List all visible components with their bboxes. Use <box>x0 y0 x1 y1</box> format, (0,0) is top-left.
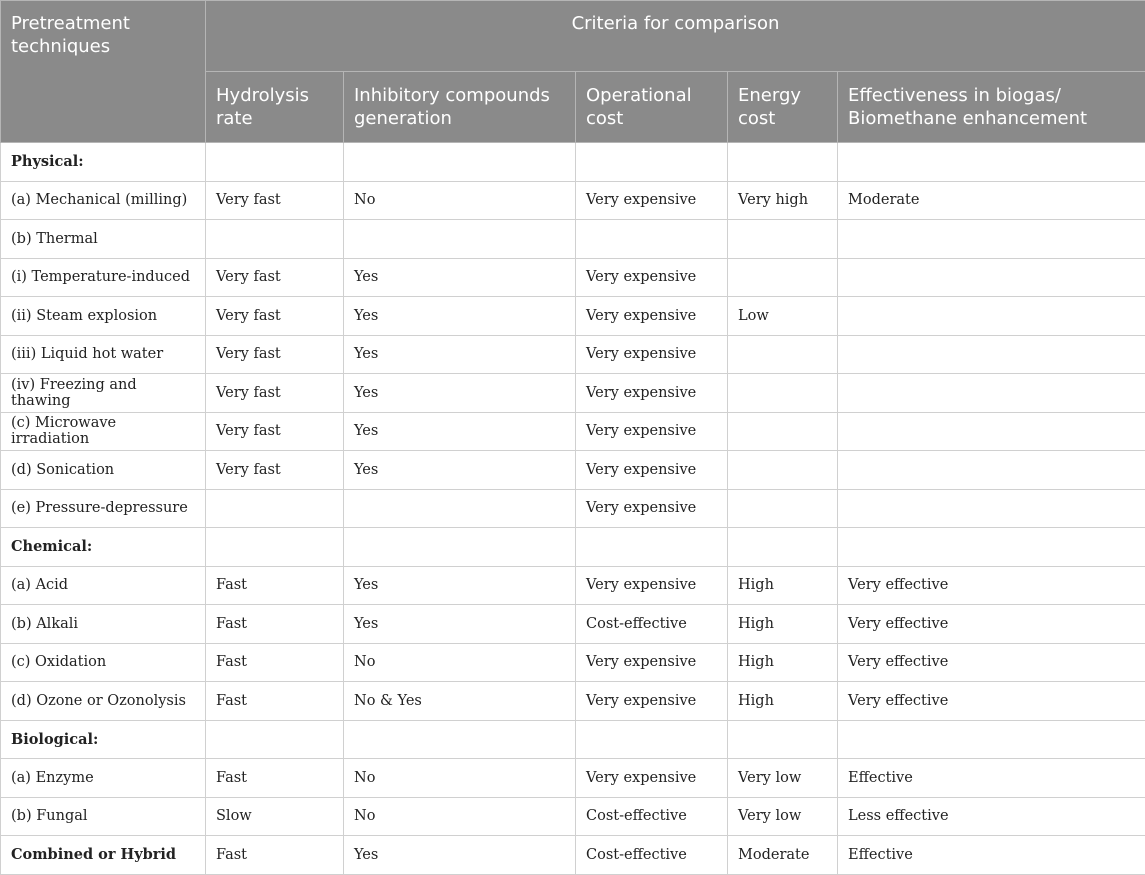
header-inhibitory-compounds: Inhibitory compounds generation <box>344 72 576 143</box>
table-row <box>1 374 1145 413</box>
cell-hydrolysis-rate <box>206 528 344 567</box>
cell-technique: (c) Microwave irradiation <box>1 412 206 451</box>
cell-technique: (a) Acid <box>1 566 206 605</box>
cell-operational-cost: Cost-effective <box>576 797 728 836</box>
cell-energy-cost <box>728 143 838 182</box>
table-row <box>1 335 1145 374</box>
cell-energy-cost: High <box>728 682 838 721</box>
cell-effectiveness <box>838 374 1145 413</box>
cell-inhibitory-compounds: No & Yes <box>344 682 576 721</box>
cell-inhibitory-compounds: No <box>344 797 576 836</box>
cell-energy-cost: Low <box>728 297 838 336</box>
cell-energy-cost: Very low <box>728 797 838 836</box>
cell-technique: Combined or Hybrid <box>1 836 206 875</box>
cell-technique: (iv) Freezing and thawing <box>1 374 206 413</box>
cell-energy-cost <box>728 220 838 259</box>
cell-technique: (c) Oxidation <box>1 643 206 682</box>
cell-energy-cost: Very high <box>728 181 838 220</box>
cell-effectiveness: Very effective <box>838 643 1145 682</box>
cell-hydrolysis-rate: Slow <box>206 797 344 836</box>
cell-operational-cost: Cost-effective <box>576 605 728 644</box>
cell-energy-cost <box>728 489 838 528</box>
cell-hydrolysis-rate <box>206 720 344 759</box>
table-row <box>1 489 1145 528</box>
table-row <box>1 143 1145 182</box>
cell-inhibitory-compounds: Yes <box>344 335 576 374</box>
cell-technique: Biological: <box>1 720 206 759</box>
cell-inhibitory-compounds: No <box>344 759 576 798</box>
table-row <box>1 643 1145 682</box>
cell-inhibitory-compounds: No <box>344 643 576 682</box>
cell-inhibitory-compounds: No <box>344 181 576 220</box>
cell-energy-cost: Very low <box>728 759 838 798</box>
cell-inhibitory-compounds <box>344 489 576 528</box>
cell-inhibitory-compounds <box>344 720 576 759</box>
cell-effectiveness <box>838 335 1145 374</box>
cell-technique: (d) Ozone or Ozonolysis <box>1 682 206 721</box>
table-row <box>1 682 1145 721</box>
header-criteria-for-comparison: Criteria for comparison <box>206 1 1145 72</box>
cell-effectiveness <box>838 489 1145 528</box>
cell-energy-cost: Moderate <box>728 836 838 875</box>
cell-operational-cost: Very expensive <box>576 258 728 297</box>
cell-effectiveness: Very effective <box>838 682 1145 721</box>
cell-energy-cost: High <box>728 643 838 682</box>
cell-inhibitory-compounds: Yes <box>344 297 576 336</box>
cell-hydrolysis-rate: Very fast <box>206 412 344 451</box>
cell-operational-cost: Very expensive <box>576 759 728 798</box>
cell-hydrolysis-rate: Very fast <box>206 374 344 413</box>
cell-operational-cost: Very expensive <box>576 451 728 490</box>
cell-hydrolysis-rate: Fast <box>206 759 344 798</box>
cell-operational-cost: Very expensive <box>576 181 728 220</box>
cell-operational-cost: Very expensive <box>576 335 728 374</box>
cell-hydrolysis-rate: Very fast <box>206 297 344 336</box>
cell-technique: (a) Mechanical (milling) <box>1 181 206 220</box>
cell-hydrolysis-rate: Very fast <box>206 258 344 297</box>
cell-operational-cost: Very expensive <box>576 412 728 451</box>
table-row <box>1 836 1145 875</box>
header-energy-cost: Energy cost <box>728 72 838 143</box>
table-row <box>1 528 1145 567</box>
cell-technique: (e) Pressure-depressure <box>1 489 206 528</box>
table-row <box>1 412 1145 451</box>
cell-inhibitory-compounds: Yes <box>344 605 576 644</box>
cell-operational-cost: Very expensive <box>576 489 728 528</box>
table-row <box>1 451 1145 490</box>
cell-operational-cost <box>576 143 728 182</box>
cell-energy-cost <box>728 451 838 490</box>
header-effectiveness: Effectiveness in biogas/ Biomethane enhancement <box>838 72 1145 143</box>
cell-hydrolysis-rate: Very fast <box>206 181 344 220</box>
cell-technique: (b) Fungal <box>1 797 206 836</box>
cell-technique: (iii) Liquid hot water <box>1 335 206 374</box>
cell-effectiveness: Moderate <box>838 181 1145 220</box>
cell-hydrolysis-rate: Very fast <box>206 335 344 374</box>
cell-operational-cost <box>576 720 728 759</box>
cell-effectiveness <box>838 528 1145 567</box>
cell-hydrolysis-rate: Fast <box>206 682 344 721</box>
header-hydrolysis-rate: Hydrolysis rate <box>206 72 344 143</box>
cell-energy-cost <box>728 258 838 297</box>
cell-inhibitory-compounds: Yes <box>344 836 576 875</box>
cell-technique: (ii) Steam explosion <box>1 297 206 336</box>
cell-inhibitory-compounds <box>344 143 576 182</box>
table-row <box>1 181 1145 220</box>
table-row <box>1 220 1145 259</box>
cell-operational-cost: Very expensive <box>576 682 728 721</box>
table-row <box>1 759 1145 798</box>
cell-energy-cost <box>728 720 838 759</box>
cell-inhibitory-compounds <box>344 220 576 259</box>
cell-operational-cost: Very expensive <box>576 566 728 605</box>
table-header <box>1 1 1145 143</box>
cell-operational-cost: Very expensive <box>576 374 728 413</box>
cell-effectiveness <box>838 720 1145 759</box>
cell-effectiveness <box>838 258 1145 297</box>
cell-technique: (b) Thermal <box>1 220 206 259</box>
table-row <box>1 797 1145 836</box>
cell-inhibitory-compounds: Yes <box>344 374 576 413</box>
cell-operational-cost: Very expensive <box>576 297 728 336</box>
cell-inhibitory-compounds: Yes <box>344 412 576 451</box>
table-row <box>1 297 1145 336</box>
cell-hydrolysis-rate <box>206 143 344 182</box>
cell-technique: Chemical: <box>1 528 206 567</box>
cell-energy-cost <box>728 528 838 567</box>
cell-inhibitory-compounds <box>344 528 576 567</box>
cell-technique: (i) Temperature-induced <box>1 258 206 297</box>
cell-energy-cost <box>728 335 838 374</box>
cell-inhibitory-compounds: Yes <box>344 566 576 605</box>
cell-operational-cost <box>576 528 728 567</box>
cell-effectiveness: Effective <box>838 759 1145 798</box>
cell-technique: (d) Sonication <box>1 451 206 490</box>
cell-effectiveness: Very effective <box>838 566 1145 605</box>
cell-hydrolysis-rate: Very fast <box>206 451 344 490</box>
cell-hydrolysis-rate <box>206 489 344 528</box>
cell-operational-cost: Very expensive <box>576 643 728 682</box>
cell-effectiveness: Very effective <box>838 605 1145 644</box>
cell-effectiveness <box>838 412 1145 451</box>
cell-effectiveness: Less effective <box>838 797 1145 836</box>
header-pretreatment-techniques: Pretreatment techniques <box>1 1 206 143</box>
cell-hydrolysis-rate: Fast <box>206 566 344 605</box>
cell-technique: (a) Enzyme <box>1 759 206 798</box>
cell-operational-cost <box>576 220 728 259</box>
cell-effectiveness <box>838 451 1145 490</box>
cell-inhibitory-compounds: Yes <box>344 258 576 297</box>
cell-effectiveness <box>838 143 1145 182</box>
cell-energy-cost: High <box>728 566 838 605</box>
table-body <box>1 143 1145 875</box>
cell-hydrolysis-rate: Fast <box>206 643 344 682</box>
cell-effectiveness <box>838 297 1145 336</box>
cell-hydrolysis-rate: Fast <box>206 605 344 644</box>
cell-energy-cost <box>728 412 838 451</box>
cell-effectiveness: Effective <box>838 836 1145 875</box>
cell-technique: Physical: <box>1 143 206 182</box>
cell-hydrolysis-rate <box>206 220 344 259</box>
cell-technique: (b) Alkali <box>1 605 206 644</box>
header-operational-cost: Operational cost <box>576 72 728 143</box>
table-row <box>1 258 1145 297</box>
table-row <box>1 566 1145 605</box>
cell-energy-cost: High <box>728 605 838 644</box>
cell-effectiveness <box>838 220 1145 259</box>
cell-energy-cost <box>728 374 838 413</box>
table-row <box>1 720 1145 759</box>
table-row <box>1 605 1145 644</box>
cell-inhibitory-compounds: Yes <box>344 451 576 490</box>
cell-operational-cost: Cost-effective <box>576 836 728 875</box>
cell-hydrolysis-rate: Fast <box>206 836 344 875</box>
